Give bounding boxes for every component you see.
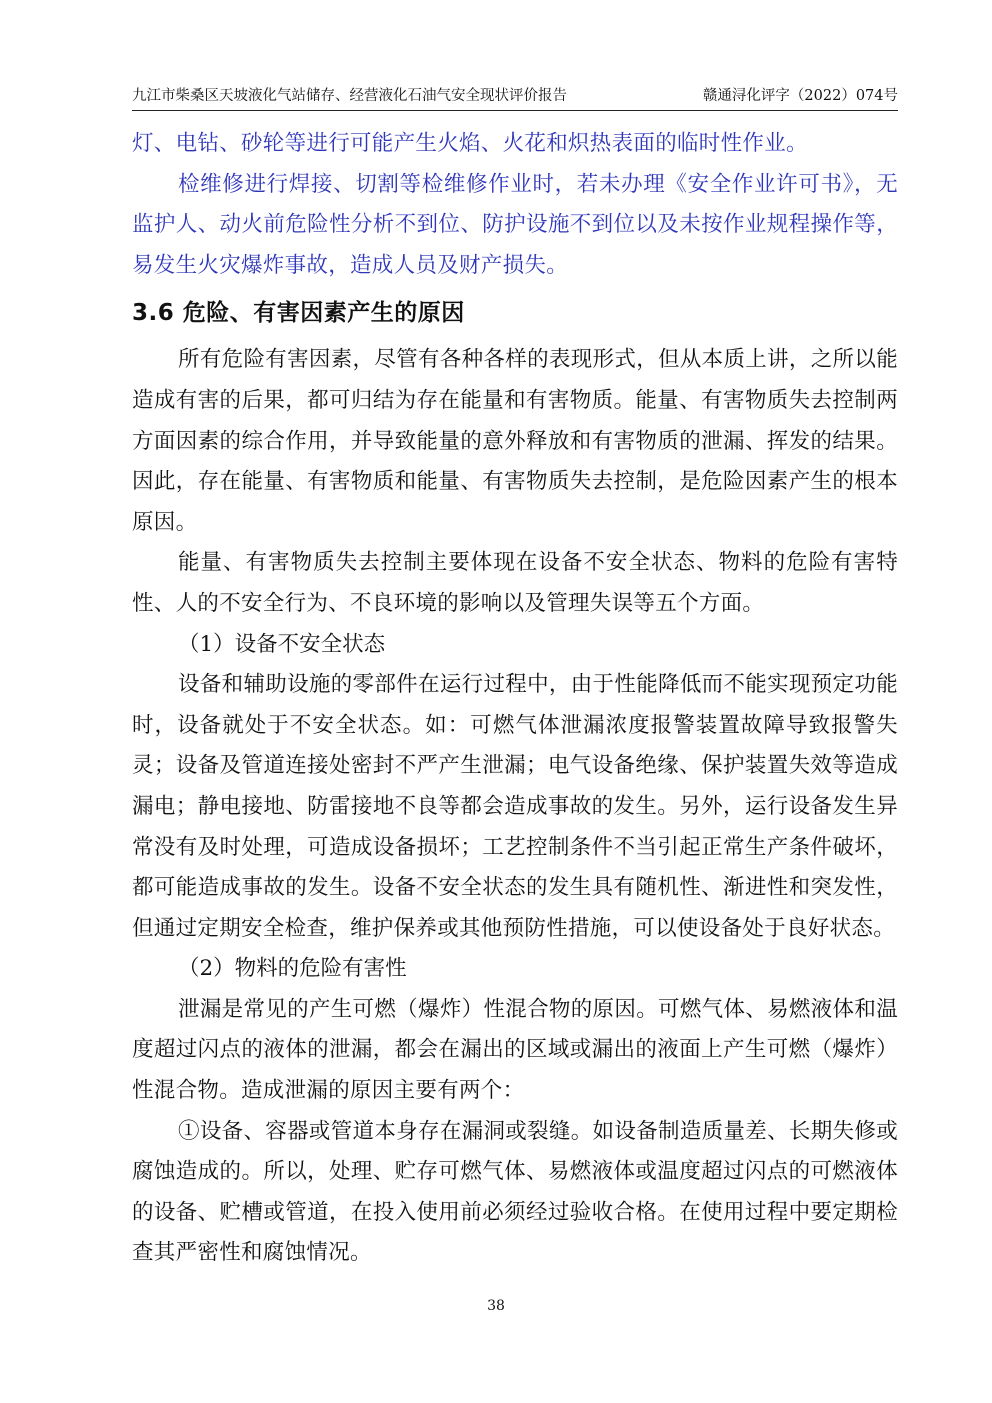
paragraph-equipment-unsafe-state: 设备和辅助设施的零部件在运行过程中，由于性能降低而不能实现预定功能时，设备就处于不安全状态。如：可燃气体泄漏浓度报警装置故障导致报警失灵；设备及管道连接处密封不严产生泄漏；电气设备绝缘、保护装置失效等造成漏电；静电接地、防雷接地不良等都会造成事故的发生。另外，运行设备发生异常没有及时处理，可造成设备损坏；工艺控制条件不当引起正常生产条件破坏，都可能造成事故的发生。设备不安全状态的发生具有随机性、渐进性和突发性，但通过定期安全检查，维护保养或其他预防性措施，可以使设备处于良好状态。 xyxy=(132,672,898,941)
page-number: 38 xyxy=(487,1298,505,1314)
paragraph-hazard-origin: 所有危险有害因素，尽管有各种各样的表现形式，但从本质上讲，之所以能造成有害的后果，都可归结为存在能量和有害物质。能量、有害物质失去控制两方面因素的综合作用，并导致能量的意外释放和有害物质的泄漏、挥发的结果。因此，存在能量、有害物质和能量、有害物质失去控制，是危险因素产生的根本原因。 xyxy=(132,347,898,535)
report-number: 赣通浔化评字（2022）074号 xyxy=(702,88,898,104)
subheading-materials: （2）物料的危险有害性 xyxy=(178,956,407,982)
paragraph-five-aspects: 能量、有害物质失去控制主要体现在设备不安全状态、物料的危险有害特性、人的不安全行为、不良环境的影响以及管理失误等五个方面。 xyxy=(132,550,898,616)
report-title: 九江市柴桑区天坡液化气站储存、经营液化石油气安全现状评价报告 xyxy=(132,88,567,104)
paragraph-leakage: 泄漏是常见的产生可燃（爆炸）性混合物的原因。可燃气体、易燃液体和温度超过闪点的液体的泄漏，都会在漏出的区域或漏出的液面上产生可燃（爆炸）性混合物。造成泄漏的原因主要有两个： xyxy=(132,996,898,1104)
section-heading: 3.6 危险、有害因素产生的原因 xyxy=(132,300,465,327)
paragraph-leak-cause-1: ①设备、容器或管道本身存在漏洞或裂缝。如设备制造质量差、长期失修或腐蚀造成的。所以，处理、贮存可燃气体、易燃液体或温度超过闪点的可燃液体的设备、贮槽或管道，在投入使用前必须经过验收合格。在使用过程中要定期检查其严密性和腐蚀情况。 xyxy=(132,1118,898,1266)
page-header xyxy=(132,84,898,111)
subheading-equipment: （1）设备不安全状态 xyxy=(178,631,386,657)
paragraph-continued: 灯、电钻、砂轮等进行可能产生火焰、火花和炽热表面的临时性作业。 xyxy=(132,131,808,156)
paragraph-maintenance-hazard: 检维修进行焊接、切割等检维修作业时，若未办理《安全作业许可书》，无监护人、动火前危险性分析不到位、防护设施不到位以及未按作业规程操作等，易发生火灾爆炸事故，造成人员及财产损失。 xyxy=(132,171,898,278)
page-content xyxy=(132,124,898,1274)
